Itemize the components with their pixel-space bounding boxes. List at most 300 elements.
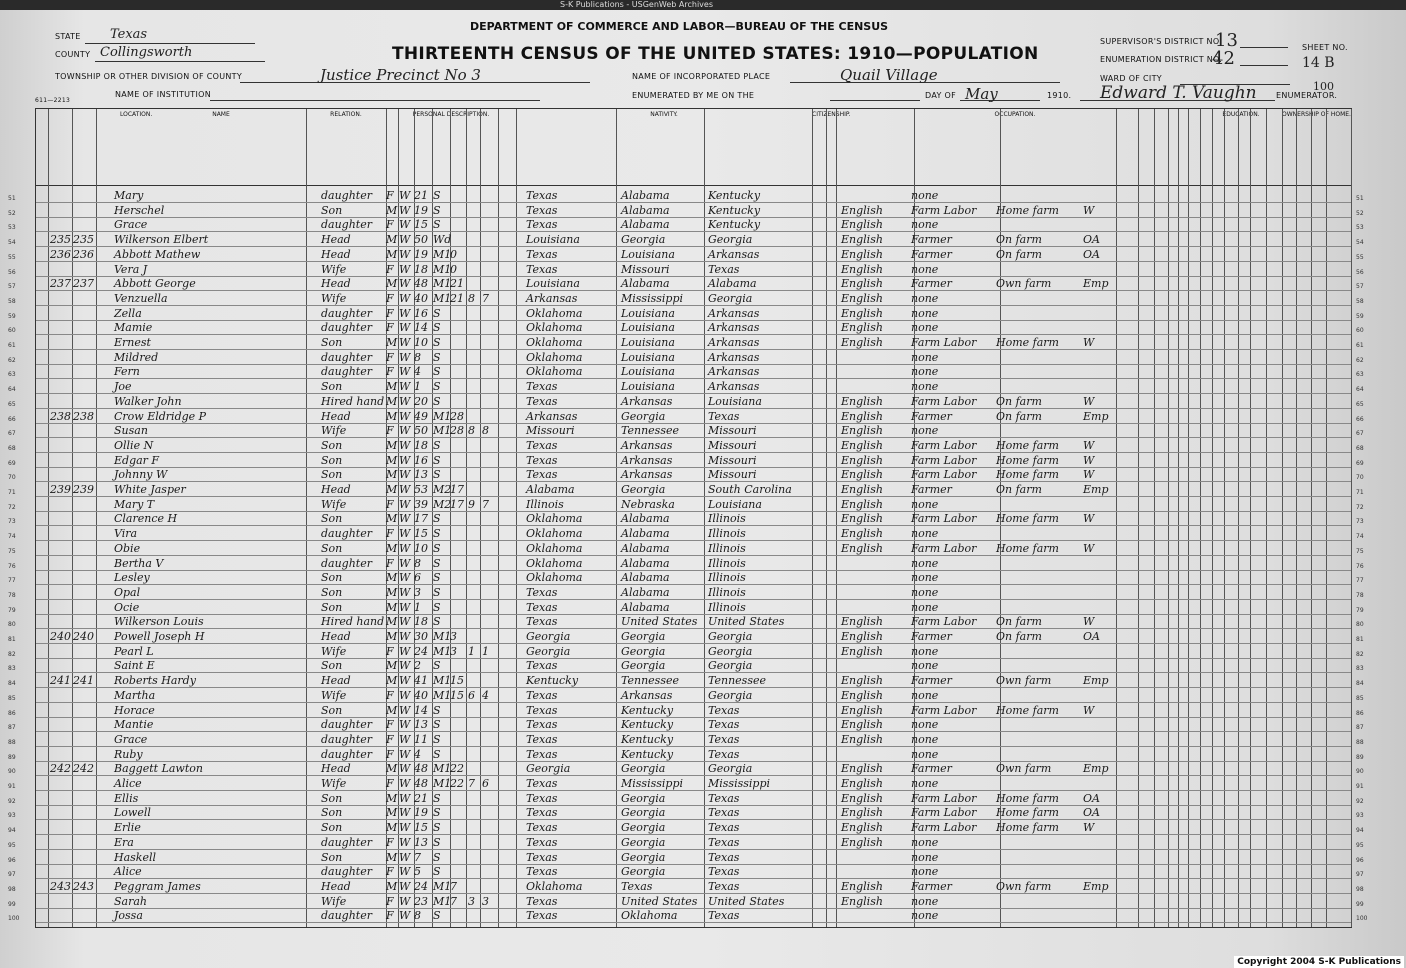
cell-ms: M1 xyxy=(433,630,452,643)
cell-trade: none xyxy=(911,424,939,438)
cell-mpob: Illinois xyxy=(708,527,746,541)
cell-fpob: Kentucky xyxy=(621,732,674,746)
line-number: 89 xyxy=(8,753,16,761)
cell-race: W xyxy=(399,630,411,643)
cell-fpob: Georgia xyxy=(621,762,666,776)
cell-pob: Texas xyxy=(526,659,558,673)
table-row xyxy=(8,791,1364,805)
column-header: CITIZENSHIP. xyxy=(812,111,851,118)
cell-rel: Son xyxy=(321,791,343,805)
cell-sex: F xyxy=(386,777,394,790)
cell-ms: S xyxy=(433,527,441,541)
cell-sex: M xyxy=(386,703,398,717)
cell-rel: Son xyxy=(321,585,343,599)
cell-rel: daughter xyxy=(321,350,372,364)
cell-fpob: Alabama xyxy=(621,571,670,585)
line-number: 54 xyxy=(1356,239,1364,247)
cell-mpob: Kentucky xyxy=(708,189,761,202)
cell-emp: W xyxy=(1083,438,1095,452)
cell-dw: 236 xyxy=(50,247,71,261)
cell-yrs: 3 xyxy=(450,630,457,643)
cell-trade: Farm Labor xyxy=(911,541,977,555)
cell-lang: English xyxy=(841,791,883,805)
cell-sex: M xyxy=(386,615,398,629)
cell-ms: S xyxy=(433,806,441,820)
cell-name: Vera J xyxy=(114,262,148,276)
cell-pob: Texas xyxy=(526,189,558,202)
cell-rel: Son xyxy=(321,703,343,717)
cell-name: Wilkerson Louis xyxy=(114,615,204,629)
cell-fpob: Georgia xyxy=(621,483,666,496)
cell-mpob: United States xyxy=(708,615,785,629)
cell-pob: Texas xyxy=(526,909,558,923)
line-number: 77 xyxy=(1356,577,1364,585)
cell-mpob: Arkansas xyxy=(708,247,760,261)
cell-name: Lesley xyxy=(114,571,150,585)
cell-sex: M xyxy=(386,821,398,835)
cell-age: 41 xyxy=(414,674,428,688)
line-number: 58 xyxy=(8,297,16,305)
cell-ms: S xyxy=(433,350,441,364)
cell-ind: Home farm xyxy=(996,791,1059,805)
cell-rel: daughter xyxy=(321,865,372,879)
line-number: 80 xyxy=(1356,621,1364,629)
month-value: May xyxy=(965,85,998,103)
cell-pob: Texas xyxy=(526,777,558,790)
cell-rel: Son xyxy=(321,659,343,673)
cell-lang: English xyxy=(841,644,883,658)
cell-fam: 240 xyxy=(73,630,94,643)
cell-mpob: Texas xyxy=(708,791,740,805)
cell-lang: English xyxy=(841,630,883,643)
cell-lang: English xyxy=(841,483,883,496)
cell-rel: Wife xyxy=(321,497,347,511)
table-row xyxy=(8,630,1364,643)
cell-race: W xyxy=(399,644,411,658)
cell-mpob: Texas xyxy=(708,879,740,893)
cell-fam: 235 xyxy=(73,233,94,247)
cell-liv: 6 xyxy=(482,777,489,790)
cell-ind: Home farm xyxy=(996,703,1059,717)
cell-ms: S xyxy=(433,218,441,232)
cell-name: Fern xyxy=(114,365,140,379)
cell-fpob: Georgia xyxy=(621,409,666,423)
cell-trade: none xyxy=(911,218,939,232)
cell-ms: S xyxy=(433,380,441,394)
cell-ms: M1 xyxy=(433,688,452,702)
cell-fpob: Arkansas xyxy=(621,394,673,408)
cell-mpob: Texas xyxy=(708,409,740,423)
line-number: 93 xyxy=(1356,812,1364,820)
cell-race: W xyxy=(399,879,411,893)
institution-label: NAME OF INSTITUTION xyxy=(115,90,212,99)
cell-name: Abbott Mathew xyxy=(114,247,201,261)
table-row xyxy=(8,703,1364,717)
cell-sex: F xyxy=(386,865,394,879)
table-row xyxy=(8,189,1364,202)
cell-age: 18 xyxy=(414,262,428,276)
cell-race: W xyxy=(399,380,411,394)
cell-dw: 238 xyxy=(50,409,71,423)
cell-pob: Texas xyxy=(526,218,558,232)
table-row xyxy=(8,336,1364,349)
cell-mpob: South Carolina xyxy=(708,483,792,496)
cell-ind: Home farm xyxy=(996,438,1059,452)
cell-emp: Emp xyxy=(1083,674,1109,688)
cell-age: 13 xyxy=(414,718,428,732)
cell-race: W xyxy=(399,365,411,379)
cell-liv: 7 xyxy=(482,291,489,305)
cell-trade: none xyxy=(911,688,939,702)
cell-fpob: Alabama xyxy=(621,600,670,614)
cell-race: W xyxy=(399,571,411,585)
cell-mpob: Alabama xyxy=(708,277,757,291)
cell-trade: none xyxy=(911,571,939,585)
cell-ch: 3 xyxy=(468,894,475,908)
cell-race: W xyxy=(399,512,411,526)
cell-ms: S xyxy=(433,365,441,379)
line-number: 62 xyxy=(8,356,16,364)
cell-liv: 3 xyxy=(482,894,489,908)
cell-lang: English xyxy=(841,821,883,835)
cell-pob: Georgia xyxy=(526,644,571,658)
cell-fpob: Arkansas xyxy=(621,438,673,452)
cell-age: 50 xyxy=(414,233,428,247)
cell-pob: Oklahoma xyxy=(526,879,583,893)
line-number: 84 xyxy=(1356,680,1364,688)
cell-age: 3 xyxy=(414,585,421,599)
table-row xyxy=(8,483,1364,496)
cell-fpob: Arkansas xyxy=(621,453,673,467)
cell-race: W xyxy=(399,203,411,217)
cell-trade: Farm Labor xyxy=(911,821,977,835)
cell-ms: S xyxy=(433,585,441,599)
cell-lang: English xyxy=(841,703,883,717)
cell-race: W xyxy=(399,615,411,629)
cell-emp: W xyxy=(1083,394,1095,408)
cell-name: Crow Eldridge P xyxy=(114,409,207,423)
cell-trade: none xyxy=(911,585,939,599)
cell-pob: Alabama xyxy=(526,483,575,496)
cell-trade: none xyxy=(911,835,939,849)
line-number: 84 xyxy=(8,680,16,688)
cell-race: W xyxy=(399,409,411,423)
cell-fpob: Georgia xyxy=(621,659,666,673)
line-number: 72 xyxy=(1356,503,1364,511)
cell-fam: 237 xyxy=(73,277,94,291)
cell-race: W xyxy=(399,350,411,364)
cell-fpob: Alabama xyxy=(621,218,670,232)
cell-lang: English xyxy=(841,512,883,526)
cell-pob: Oklahoma xyxy=(526,336,583,349)
page-number: 100 xyxy=(1313,80,1334,93)
supervisor-value: 13 xyxy=(1215,30,1238,51)
cell-lang: English xyxy=(841,688,883,702)
cell-yrs: 22 xyxy=(450,777,464,790)
line-number: 69 xyxy=(1356,459,1364,467)
cell-ms: M2 xyxy=(433,497,452,511)
line-number: 56 xyxy=(1356,268,1364,276)
cell-name: Peggram James xyxy=(114,879,201,893)
ward-label: WARD OF CITY xyxy=(1100,74,1162,83)
cell-race: W xyxy=(399,659,411,673)
cell-pob: Arkansas xyxy=(526,409,578,423)
cell-name: Haskell xyxy=(114,850,157,864)
cell-pob: Kentucky xyxy=(526,674,579,688)
table-row xyxy=(8,365,1364,379)
cell-fpob: United States xyxy=(621,894,698,908)
cell-lang: English xyxy=(841,336,883,349)
cell-pob: Georgia xyxy=(526,762,571,776)
cell-name: Baggett Lawton xyxy=(114,762,203,776)
cell-lang: English xyxy=(841,806,883,820)
cell-yrs: 21 xyxy=(450,291,464,305)
cell-trade: none xyxy=(911,747,939,761)
cell-fpob: Tennessee xyxy=(621,674,679,688)
line-number: 71 xyxy=(8,489,16,496)
cell-race: W xyxy=(399,835,411,849)
cell-mpob: Mississippi xyxy=(708,777,770,790)
cell-mpob: Arkansas xyxy=(708,365,760,379)
cell-name: Sarah xyxy=(114,894,147,908)
cell-yrs: 17 xyxy=(450,483,464,496)
cell-age: 48 xyxy=(414,762,428,776)
cell-rel: daughter xyxy=(321,835,372,849)
cell-sex: M xyxy=(386,336,398,349)
cell-ms: S xyxy=(433,865,441,879)
line-number: 94 xyxy=(1356,827,1364,835)
cell-fam: 238 xyxy=(73,409,94,423)
cell-race: W xyxy=(399,703,411,717)
place-label: NAME OF INCORPORATED PLACE xyxy=(632,72,771,81)
cell-sex: M xyxy=(386,453,398,467)
line-number: 91 xyxy=(1356,783,1364,790)
cell-ind: Home farm xyxy=(996,512,1059,526)
column-header: NATIVITY. xyxy=(650,111,678,118)
cell-yrs: 17 xyxy=(450,497,464,511)
cell-mpob: Illinois xyxy=(708,541,746,555)
cell-sex: M xyxy=(386,247,398,261)
cell-age: 14 xyxy=(414,321,428,335)
line-number: 95 xyxy=(8,841,16,849)
cell-ind: On farm xyxy=(996,394,1042,408)
table-row xyxy=(8,688,1364,702)
cell-ms: S xyxy=(433,791,441,805)
cell-age: 8 xyxy=(414,909,421,923)
cell-rel: Son xyxy=(321,512,343,526)
line-number: 58 xyxy=(1356,297,1364,305)
sheet-label: SHEET NO. xyxy=(1302,43,1348,52)
cell-ind: On farm xyxy=(996,483,1042,496)
cell-rel: daughter xyxy=(321,527,372,541)
cell-fam: 236 xyxy=(73,247,94,261)
cell-race: W xyxy=(399,291,411,305)
cell-name: Edgar F xyxy=(114,453,160,467)
cell-rel: Son xyxy=(321,541,343,555)
cell-ms: S xyxy=(433,850,441,864)
cell-name: Vira xyxy=(114,527,138,541)
line-number: 74 xyxy=(1356,533,1364,541)
cell-rel: Son xyxy=(321,203,343,217)
cell-race: W xyxy=(399,262,411,276)
line-number: 64 xyxy=(8,386,16,394)
cell-age: 15 xyxy=(414,527,428,541)
cell-name: Martha xyxy=(114,688,156,702)
table-row xyxy=(8,835,1364,849)
cell-fpob: Georgia xyxy=(621,835,666,849)
cell-race: W xyxy=(399,218,411,232)
cell-pob: Oklahoma xyxy=(526,556,583,570)
cell-race: W xyxy=(399,791,411,805)
line-number: 66 xyxy=(8,415,16,423)
cell-emp: OA xyxy=(1083,791,1100,805)
cell-ms: M1 xyxy=(433,879,452,893)
cell-rel: Son xyxy=(321,850,343,864)
cell-sex: M xyxy=(386,585,398,599)
cell-ms: S xyxy=(433,306,441,320)
line-number: 73 xyxy=(1356,518,1364,526)
cell-fam: 239 xyxy=(73,483,94,496)
cell-yrs: 21 xyxy=(450,277,464,291)
line-number: 100 xyxy=(1356,915,1368,923)
cell-fpob: Kentucky xyxy=(621,747,674,761)
cell-sex: F xyxy=(386,909,394,923)
copyright: Copyright 2004 S-K Publications xyxy=(1234,956,1404,968)
line-number: 81 xyxy=(8,636,16,643)
cell-lang: English xyxy=(841,718,883,732)
cell-age: 48 xyxy=(414,277,428,291)
cell-trade: none xyxy=(911,909,939,923)
table-row xyxy=(8,409,1364,423)
cell-ind: Home farm xyxy=(996,821,1059,835)
cell-emp: W xyxy=(1083,336,1095,349)
table-row xyxy=(8,821,1364,835)
table-row xyxy=(8,306,1364,320)
cell-trade: Farmer xyxy=(911,879,952,893)
cell-lang: English xyxy=(841,233,883,247)
cell-ms: S xyxy=(433,321,441,335)
cell-name: Wilkerson Elbert xyxy=(114,233,209,247)
cell-pob: Texas xyxy=(526,835,558,849)
line-number: 63 xyxy=(8,371,16,379)
cell-sex: F xyxy=(386,747,394,761)
cell-sex: M xyxy=(386,879,398,893)
table-row xyxy=(8,541,1364,555)
line-number: 95 xyxy=(1356,841,1364,849)
cell-sex: M xyxy=(386,468,398,482)
cell-mpob: Illinois xyxy=(708,571,746,585)
sheet-value: 14 B xyxy=(1302,55,1335,71)
cell-trade: Farm Labor xyxy=(911,203,977,217)
cell-name: Powell Joseph H xyxy=(114,630,205,643)
cell-age: 11 xyxy=(414,732,428,746)
cell-ms: S xyxy=(433,909,441,923)
line-number: 88 xyxy=(1356,738,1364,746)
cell-age: 23 xyxy=(414,894,428,908)
table-row xyxy=(8,732,1364,746)
table-row xyxy=(8,218,1364,232)
cell-age: 6 xyxy=(414,571,421,585)
line-number: 81 xyxy=(1356,636,1364,643)
cell-rel: daughter xyxy=(321,306,372,320)
cell-rel: daughter xyxy=(321,218,372,232)
cell-trade: Farm Labor xyxy=(911,438,977,452)
cell-rel: Son xyxy=(321,571,343,585)
cell-mpob: Georgia xyxy=(708,659,753,673)
cell-ms: M1 xyxy=(433,277,452,291)
cell-emp: Emp xyxy=(1083,483,1109,496)
cell-ms: S xyxy=(433,556,441,570)
line-number: 51 xyxy=(8,195,16,202)
cell-ms: S xyxy=(433,189,441,202)
cell-rel: Head xyxy=(321,674,351,688)
cell-rel: daughter xyxy=(321,732,372,746)
cell-race: W xyxy=(399,894,411,908)
cell-sex: F xyxy=(386,306,394,320)
cell-sex: F xyxy=(386,262,394,276)
cell-sex: F xyxy=(386,350,394,364)
cell-age: 48 xyxy=(414,777,428,790)
cell-yrs: 28 xyxy=(450,409,464,423)
line-number: 64 xyxy=(1356,386,1364,394)
line-number: 57 xyxy=(1356,283,1364,291)
cell-liv: 4 xyxy=(482,688,489,702)
column-header: NAME xyxy=(212,111,230,118)
cell-fpob: Georgia xyxy=(621,630,666,643)
cell-fpob: Alabama xyxy=(621,512,670,526)
cell-rel: Son xyxy=(321,438,343,452)
cell-dw: 239 xyxy=(50,483,71,496)
line-number: 63 xyxy=(1356,371,1364,379)
table-row xyxy=(8,865,1364,879)
cell-ms: M1 xyxy=(433,777,452,790)
cell-rel: Wife xyxy=(321,424,347,438)
cell-ms: S xyxy=(433,747,441,761)
cell-trade: Farmer xyxy=(911,630,952,643)
cell-yrs: 3 xyxy=(450,644,457,658)
cell-ms: M1 xyxy=(433,291,452,305)
cell-age: 17 xyxy=(414,512,428,526)
table-row xyxy=(8,438,1364,452)
cell-sex: M xyxy=(386,512,398,526)
cell-age: 24 xyxy=(414,879,428,893)
cell-sex: M xyxy=(386,659,398,673)
table-row xyxy=(8,453,1364,467)
cell-rel: Wife xyxy=(321,644,347,658)
cell-ms: S xyxy=(433,336,441,349)
cell-lang: English xyxy=(841,835,883,849)
cell-age: 7 xyxy=(414,850,421,864)
census-title: THIRTEENTH CENSUS OF THE UNITED STATES: 1910—POPULATION xyxy=(392,44,1039,64)
cell-race: W xyxy=(399,306,411,320)
cell-name: Saint E xyxy=(114,659,155,673)
cell-lang: English xyxy=(841,879,883,893)
cell-name: Roberts Hardy xyxy=(114,674,196,688)
cell-trade: Farm Labor xyxy=(911,468,977,482)
line-number: 77 xyxy=(8,577,16,585)
cell-race: W xyxy=(399,468,411,482)
cell-age: 20 xyxy=(414,394,428,408)
cell-pob: Louisiana xyxy=(526,233,580,247)
line-number: 69 xyxy=(8,459,16,467)
cell-pob: Texas xyxy=(526,380,558,394)
cell-pob: Oklahoma xyxy=(526,350,583,364)
cell-pob: Texas xyxy=(526,438,558,452)
cell-fpob: Alabama xyxy=(621,556,670,570)
cell-name: Mamie xyxy=(114,321,153,335)
line-number: 90 xyxy=(8,768,16,776)
cell-ind: On farm xyxy=(996,630,1042,643)
